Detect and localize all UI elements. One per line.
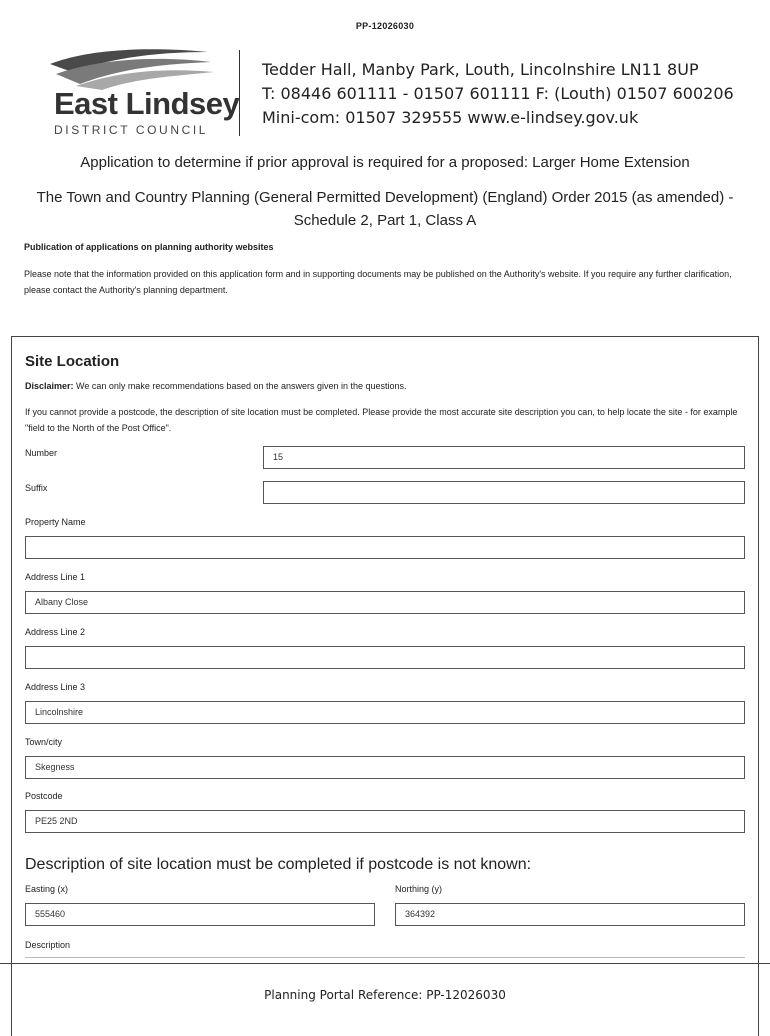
contact-details — [262, 58, 734, 130]
logo-subtitle: DISTRICT COUNCIL — [54, 123, 209, 137]
postcode-note: If you cannot provide a postcode, the description of site location must be completed. Please provide the most accurate site description you can, to help locate the site - for example "field to the North of the Post Office". — [25, 407, 738, 433]
number-label: Number — [25, 448, 58, 458]
site-location-panel — [11, 336, 759, 1036]
address-line-3-label: Address Line 3 — [25, 682, 86, 692]
town-city-label: Town/city — [25, 737, 63, 747]
suffix-label: Suffix — [25, 483, 48, 493]
page-title: Application to determine if prior approval is required for a proposed: Larger Home Extension — [80, 154, 690, 171]
contact-phone: T: 08446 601111 - 01507 601111 F: (Louth) 01507 600206 — [262, 84, 734, 103]
contact-minicom-web: Mini-com: 01507 329555 www.e-lindsey.gov.uk — [262, 108, 639, 127]
description-heading: Description of site location must be completed if postcode is not known: — [25, 856, 532, 873]
northing-field[interactable]: 364392 — [395, 903, 745, 926]
address-line-3-field[interactable]: Lincolnshire — [25, 701, 745, 724]
logo-name: East Lindsey — [54, 86, 240, 121]
address-line-2-label: Address Line 2 — [25, 627, 86, 637]
postcode-field[interactable]: PE25 2ND — [25, 810, 745, 833]
swoosh-logo-icon — [46, 46, 236, 91]
description-field-top-edge[interactable] — [25, 957, 745, 958]
section-title: Site Location — [25, 353, 120, 370]
disclaimer-label: Disclaimer: — [25, 381, 74, 391]
council-logo — [46, 46, 240, 138]
town-city-field[interactable]: Skegness — [25, 756, 745, 779]
contact-address: Tedder Hall, Manby Park, Louth, Lincolnshire LN11 8UP — [262, 60, 699, 79]
address-line-1-label: Address Line 1 — [25, 572, 86, 582]
publication-text: Please note that the information provided on this application form and in supporting documents may be published on the Authority's website. If you require any further clarification, please contact the Authority's planning department. — [24, 269, 732, 295]
reference-number-top: PP-12026030 — [355, 21, 415, 31]
easting-label: Easting (x) — [25, 884, 69, 894]
page-subtitle: The Town and Country Planning (General Permitted Development) (England) Order 2015 (as amended) - Schedule 2, Part 1, Class A — [36, 189, 734, 229]
footer-divider — [0, 963, 770, 964]
address-line-1-field[interactable]: Albany Close — [25, 591, 745, 614]
suffix-field[interactable] — [263, 481, 745, 504]
publication-heading: Publication of applications on planning authority websites — [24, 242, 274, 252]
northing-label: Northing (y) — [395, 884, 443, 894]
postcode-label: Postcode — [25, 791, 63, 801]
description-label: Description — [25, 940, 71, 950]
property-name-field[interactable] — [25, 536, 745, 559]
easting-field[interactable]: 555460 — [25, 903, 375, 926]
address-line-2-field[interactable] — [25, 646, 745, 669]
disclaimer-text: We can only make recommendations based on the answers given in the questions. — [73, 381, 407, 391]
footer-reference: Planning Portal Reference: PP-12026030 — [264, 988, 506, 1002]
disclaimer — [25, 381, 407, 391]
number-field[interactable]: 15 — [263, 446, 745, 469]
header-divider — [239, 50, 240, 136]
property-name-label: Property Name — [25, 517, 86, 527]
